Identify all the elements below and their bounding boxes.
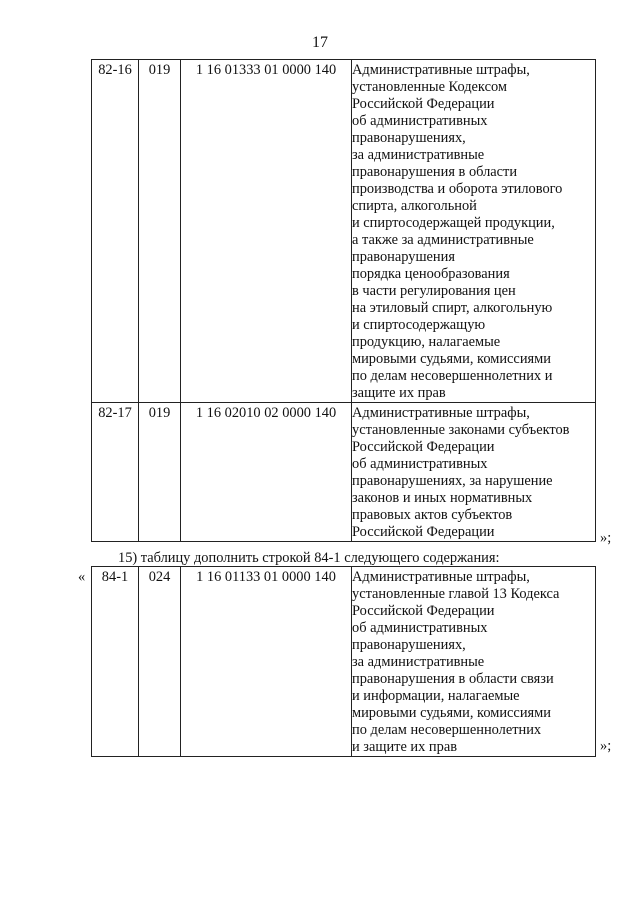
budget-classification-code: 1 16 02010 02 0000 140 [181, 403, 352, 542]
description-line: Российской Федерации [352, 96, 495, 112]
description-line: и защите их прав [352, 739, 457, 755]
description-line: законов и иных нормативных [352, 490, 533, 506]
description-line: и информации, налагаемые [352, 688, 520, 704]
description-line: об административных [352, 456, 488, 472]
description-line: продукцию, налагаемые [352, 334, 501, 350]
description-line: Административные штрафы, [352, 405, 530, 421]
page-number: 17 [312, 34, 328, 51]
table-row [92, 60, 596, 403]
row-number: 82-16 [92, 60, 139, 403]
budget-classification-code: 1 16 01133 01 0000 140 [181, 567, 352, 757]
opening-quote-mark: « [78, 569, 86, 585]
description-line: по делам несовершеннолетних и [352, 368, 553, 384]
description-line: Российской Федерации [352, 524, 495, 540]
description-line: в части регулирования цен [352, 283, 516, 299]
admin-code: 024 [139, 567, 181, 757]
revenue-description [352, 60, 596, 403]
description-line: мировыми судьями, комиссиями [352, 351, 551, 367]
description-line: правонарушениях, [352, 637, 466, 653]
description-line: по делам несовершеннолетних [352, 722, 542, 738]
description-line: порядка ценообразования [352, 266, 510, 282]
description-line: об административных [352, 620, 488, 636]
description-line: за административные [352, 654, 485, 670]
description-line: на этиловый спирт, алкогольную [352, 300, 553, 316]
budget-classification-code: 1 16 01333 01 0000 140 [181, 60, 352, 403]
description-line: а также за административные [352, 232, 534, 248]
revenue-description [352, 567, 596, 757]
description-line: Российской Федерации [352, 439, 495, 455]
description-line: правонарушения [352, 249, 455, 265]
budget-table-continued [91, 59, 596, 542]
description-line: правонарушениях, [352, 130, 466, 146]
description-line: Российской Федерации [352, 603, 495, 619]
description-line: установленные главой 13 Кодекса [352, 586, 560, 602]
closing-quote-mark: »; [600, 530, 612, 546]
description-line: правонарушения в области [352, 164, 518, 180]
description-line: Административные штрафы, [352, 62, 530, 78]
description-line: производства и оборота этилового [352, 181, 563, 197]
description-line: правонарушения в области связи [352, 671, 554, 687]
table-row [92, 403, 596, 542]
description-line: и спиртосодержащую [352, 317, 486, 333]
description-line: установленные Кодексом [352, 79, 507, 95]
revenue-description [352, 403, 596, 542]
description-line: за административные [352, 147, 485, 163]
description-line: об административных [352, 113, 488, 129]
description-line: защите их прав [352, 385, 446, 401]
table-row [92, 567, 596, 757]
description-line: установленные законами субъектов [352, 422, 570, 438]
row-number: 82-17 [92, 403, 139, 542]
admin-code: 019 [139, 403, 181, 542]
admin-code: 019 [139, 60, 181, 403]
description-line: мировыми судьями, комиссиями [352, 705, 551, 721]
budget-table-addition [91, 566, 596, 757]
description-line: спирта, алкогольной [352, 198, 477, 214]
description-line: правонарушениях, за нарушение [352, 473, 553, 489]
description-line: и спиртосодержащей продукции, [352, 215, 555, 231]
amendment-paragraph: 15) таблицу дополнить строкой 84-1 следующего содержания: [118, 550, 500, 566]
description-line: правовых актов субъектов [352, 507, 513, 523]
row-number: 84-1 [92, 567, 139, 757]
closing-quote-mark: »; [600, 738, 612, 754]
description-line: Административные штрафы, [352, 569, 530, 585]
